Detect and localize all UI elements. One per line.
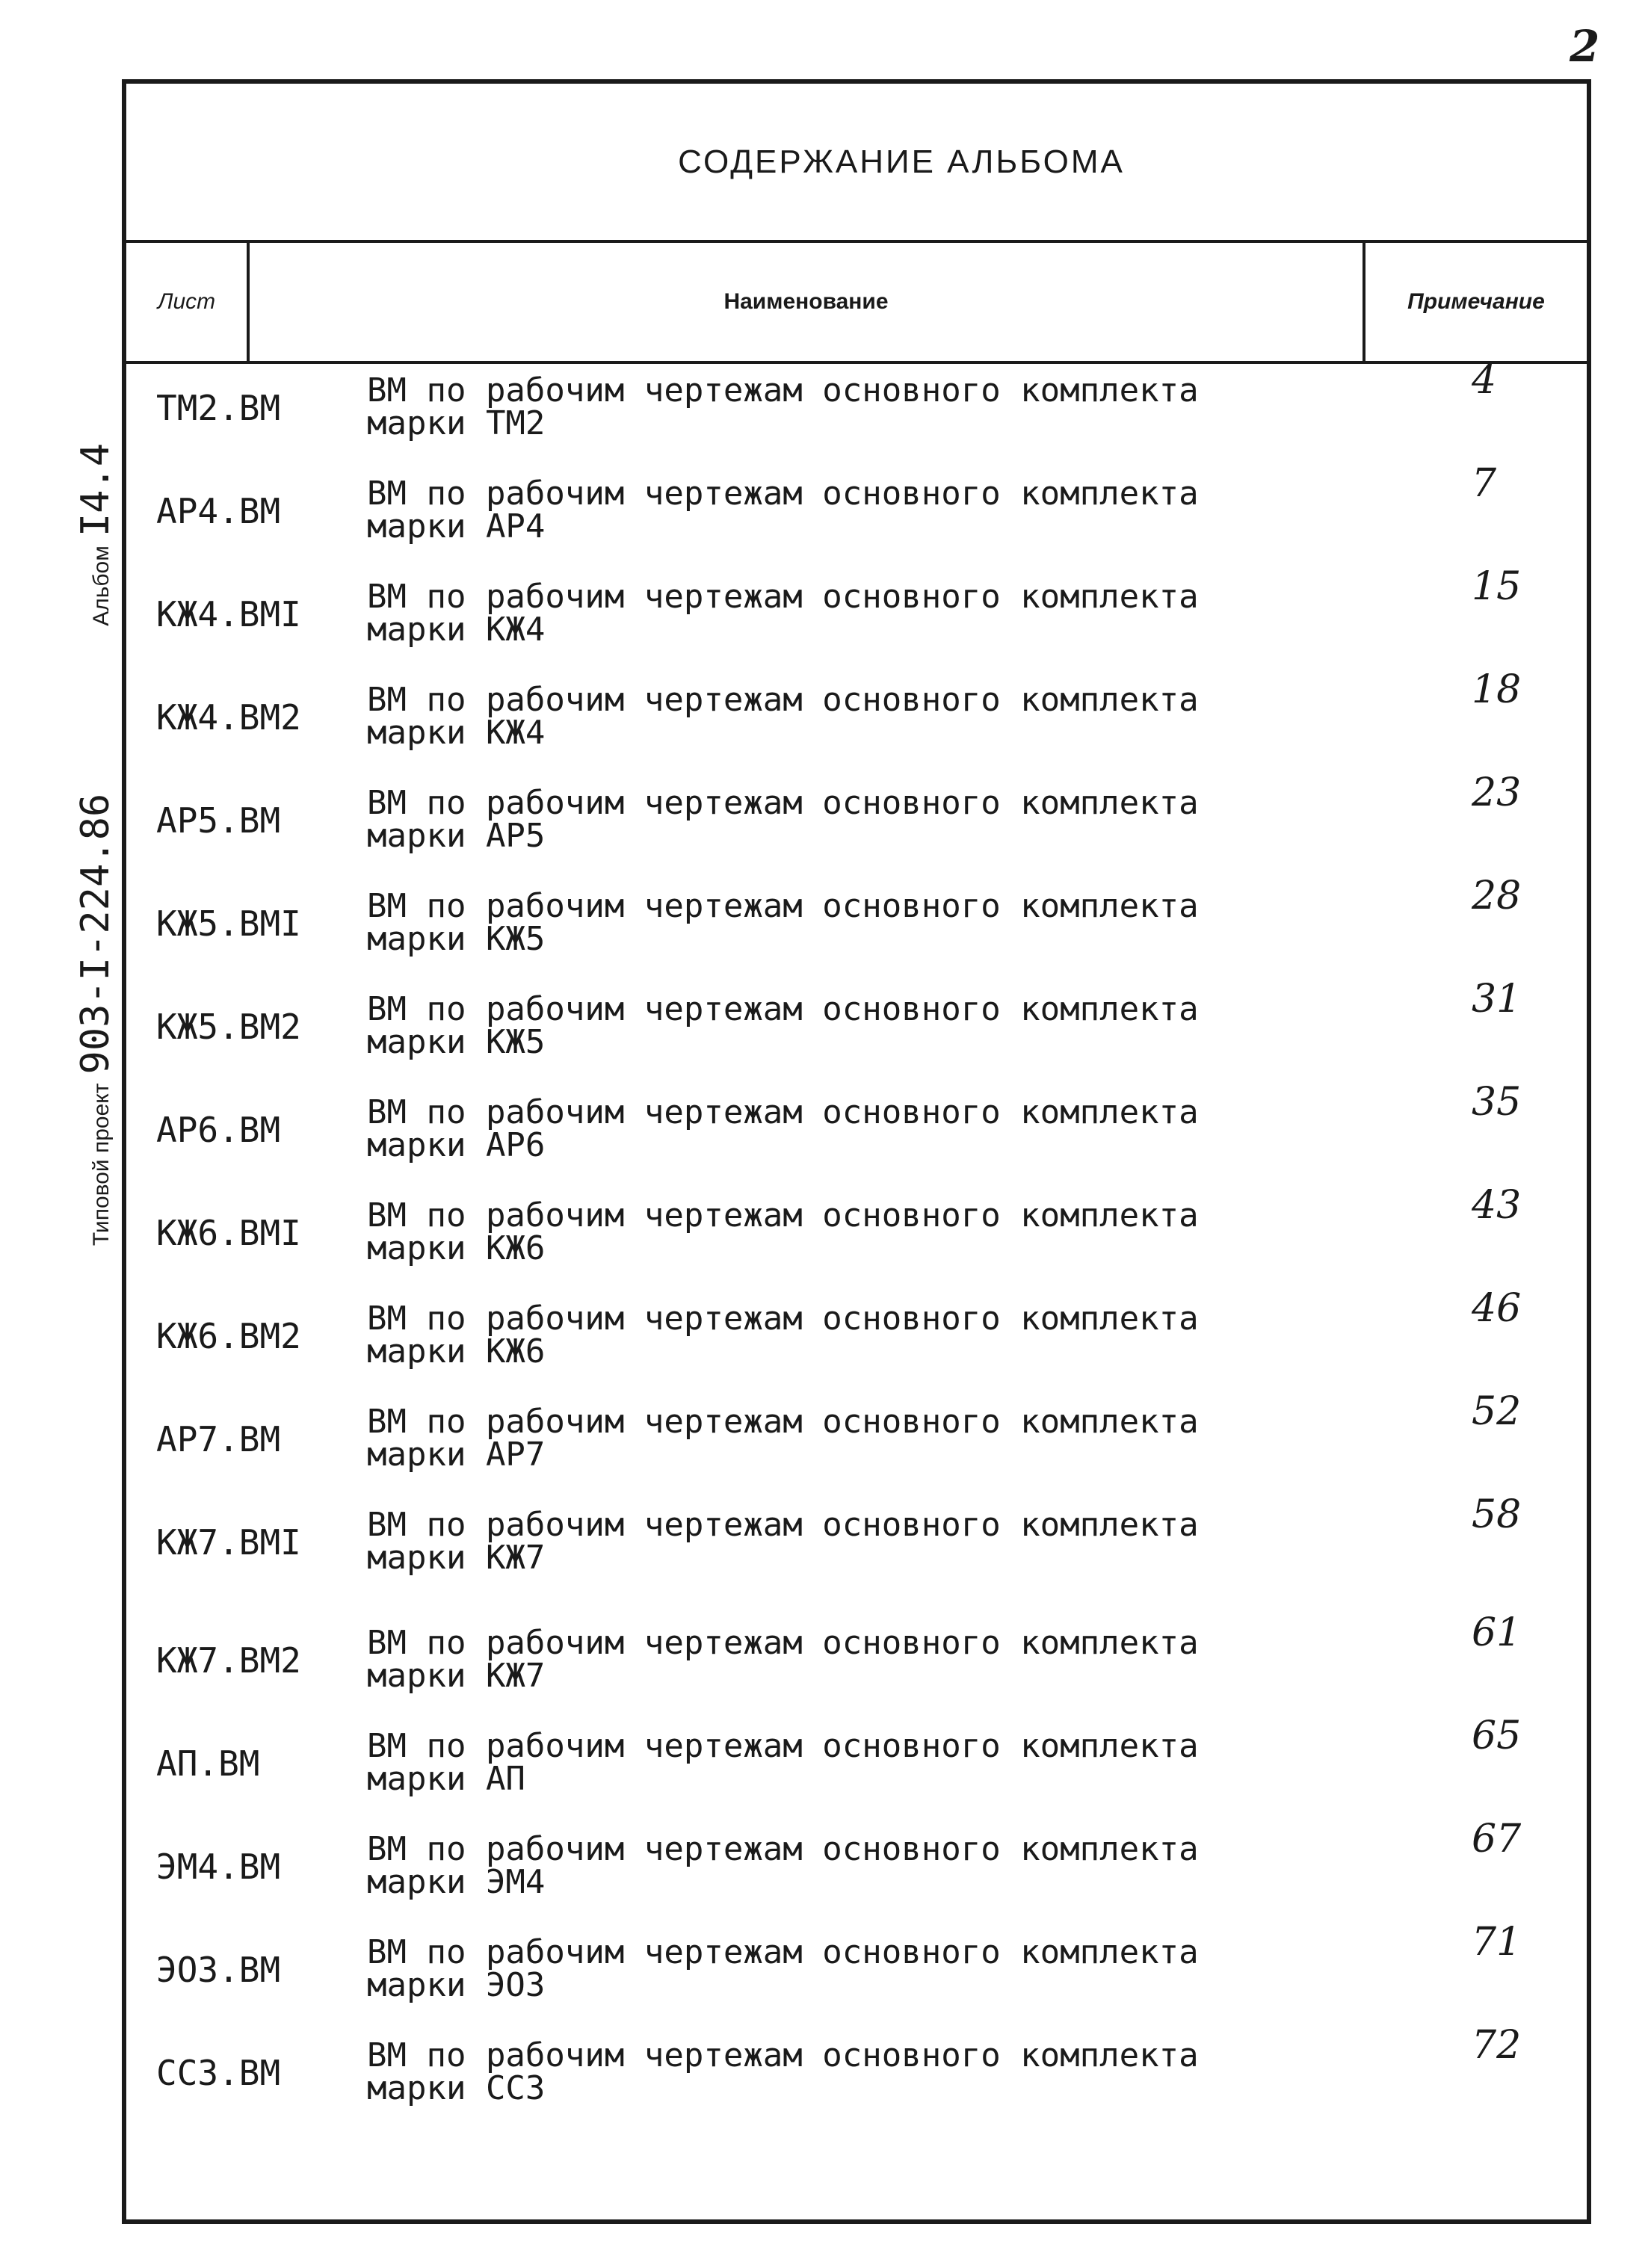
entry-description-line2: марки АР4 xyxy=(367,507,546,546)
list-item xyxy=(126,770,1587,866)
entry-page-number: 67 xyxy=(1472,1817,1522,1861)
entry-page-number: 35 xyxy=(1472,1080,1522,1125)
list-item xyxy=(126,1389,1587,1485)
entry-description-line1: ВМ по рабочим чертежам основного комплекта xyxy=(367,1403,1199,1441)
entry-description xyxy=(367,1506,1199,1578)
entry-page-number: 7 xyxy=(1472,461,1497,506)
column-header-sheet: Лист xyxy=(126,243,250,361)
entry-code: ТМ2.ВМ xyxy=(156,388,281,428)
entry-description-line2: марки ССЗ xyxy=(367,2069,546,2107)
list-item xyxy=(126,874,1587,969)
entry-description xyxy=(367,1624,1199,1696)
entry-description xyxy=(367,1196,1199,1268)
entry-description-line1: ВМ по рабочим чертежам основного комплекта xyxy=(367,1933,1199,1971)
entry-code: АР4.ВМ xyxy=(156,491,281,531)
entry-description-line2: марки КЖ7 xyxy=(367,1539,546,1577)
entry-code: КЖ4.ВМI xyxy=(156,594,301,634)
entry-page-number: 58 xyxy=(1472,1492,1522,1537)
entry-code: КЖ5.ВМI xyxy=(156,903,301,944)
entry-description-line1: ВМ по рабочим чертежам основного комплекта xyxy=(367,371,1199,410)
entry-page-number: 28 xyxy=(1472,874,1522,918)
entry-code: АР6.ВМ xyxy=(156,1110,281,1150)
entry-description-line1: ВМ по рабочим чертежам основного комплекта xyxy=(367,784,1199,822)
entry-description-line1: ВМ по рабочим чертежам основного комплекта xyxy=(367,681,1199,719)
entry-description xyxy=(367,681,1199,753)
list-item xyxy=(126,1183,1587,1279)
entry-page-number: 15 xyxy=(1472,564,1522,609)
entry-description-line1: ВМ по рабочим чертежам основного комплекта xyxy=(367,578,1199,616)
entry-description-line1: ВМ по рабочим чертежам основного комплекта xyxy=(367,887,1199,925)
entry-description-line2: марки ЭОЗ xyxy=(367,1966,546,2004)
entry-description-line1: ВМ по рабочим чертежам основного комплекта xyxy=(367,1196,1199,1235)
entry-description xyxy=(367,2036,1199,2108)
list-item xyxy=(126,1920,1587,2015)
entry-description-line1: ВМ по рабочим чертежам основного комплекта xyxy=(367,1830,1199,1868)
entry-description-line2: марки ЭМ4 xyxy=(367,1863,546,1901)
list-item xyxy=(126,358,1587,454)
entry-description-line2: марки КЖ6 xyxy=(367,1332,546,1371)
entry-page-number: 46 xyxy=(1472,1286,1522,1331)
entry-description-line2: марки ТМ2 xyxy=(367,404,546,442)
entry-description xyxy=(367,784,1199,856)
stamp-project-label: Типовой проект xyxy=(89,1083,114,1246)
list-item xyxy=(126,1610,1587,1706)
entry-description xyxy=(367,371,1199,443)
entry-description xyxy=(367,1727,1199,1799)
entry-page-number: 65 xyxy=(1472,1714,1522,1758)
entry-code: КЖ6.ВМ2 xyxy=(156,1316,301,1356)
entry-description-line1: ВМ по рабочим чертежам основного комплекта xyxy=(367,2036,1199,2074)
list-item xyxy=(126,1714,1587,1809)
entry-description xyxy=(367,887,1199,959)
entry-code: АР7.ВМ xyxy=(156,1419,281,1459)
entry-code: АР5.ВМ xyxy=(156,800,281,841)
entry-description-line2: марки КЖ7 xyxy=(367,1657,546,1695)
entry-description xyxy=(367,1403,1199,1474)
page-number: 2 xyxy=(1570,21,1600,72)
entry-description xyxy=(367,990,1199,1062)
entry-code: ССЗ.ВМ xyxy=(156,2053,281,2093)
entry-description-line1: ВМ по рабочим чертежам основного комплекта xyxy=(367,1624,1199,1662)
entry-code: КЖ4.ВМ2 xyxy=(156,697,301,738)
list-item xyxy=(126,1492,1587,1588)
list-item xyxy=(126,977,1587,1072)
list-item xyxy=(126,1080,1587,1175)
entry-code: КЖ5.ВМ2 xyxy=(156,1007,301,1047)
entry-description xyxy=(367,1093,1199,1165)
entry-description xyxy=(367,1933,1199,2005)
entry-description-line1: ВМ по рабочим чертежам основного комплекта xyxy=(367,1093,1199,1131)
entry-code: АП.ВМ xyxy=(156,1743,260,1784)
entry-description-line2: марки КЖ4 xyxy=(367,714,546,752)
entries-list xyxy=(126,358,1587,2219)
entry-page-number: 43 xyxy=(1472,1183,1522,1228)
entry-description-line2: марки КЖ6 xyxy=(367,1229,546,1267)
entry-description xyxy=(367,1300,1199,1371)
entry-page-number: 61 xyxy=(1472,1610,1522,1655)
entry-page-number: 72 xyxy=(1472,2023,1522,2068)
column-headers xyxy=(126,243,1587,364)
entry-page-number: 52 xyxy=(1472,1389,1522,1434)
list-item xyxy=(126,2023,1587,2119)
entry-description xyxy=(367,1830,1199,1902)
entry-code: КЖ7.ВМI xyxy=(156,1522,301,1563)
document-frame xyxy=(122,79,1591,2224)
entry-description-line2: марки АП xyxy=(367,1760,525,1798)
side-stamp xyxy=(73,443,118,1246)
entry-page-number: 71 xyxy=(1472,1920,1522,1965)
list-item xyxy=(126,564,1587,660)
stamp-album-label: Альбом xyxy=(89,546,114,626)
list-item xyxy=(126,1286,1587,1382)
list-item xyxy=(126,667,1587,763)
entry-description xyxy=(367,578,1199,649)
stamp-album-number: I4.4 xyxy=(73,442,118,537)
entry-description-line1: ВМ по рабочим чертежам основного комплекта xyxy=(367,475,1199,513)
entry-code: ЭМ4.ВМ xyxy=(156,1847,281,1887)
column-header-name: Наименование xyxy=(250,243,1365,361)
entry-page-number: 4 xyxy=(1472,358,1497,403)
entry-page-number: 31 xyxy=(1472,977,1522,1022)
entry-description xyxy=(367,475,1199,546)
entry-description-line2: марки КЖ5 xyxy=(367,1023,546,1061)
entry-code: КЖ6.ВМI xyxy=(156,1213,301,1253)
header xyxy=(126,84,1587,243)
entry-description-line1: ВМ по рабочим чертежам основного комплекта xyxy=(367,1300,1199,1338)
stamp-project-code: 903-I-224.86 xyxy=(73,793,118,1075)
entry-description-line1: ВМ по рабочим чертежам основного комплекта xyxy=(367,990,1199,1028)
entry-page-number: 23 xyxy=(1472,770,1522,815)
page-title: СОДЕРЖАНИЕ АЛЬБОМА xyxy=(678,143,1125,180)
entry-description-line2: марки КЖ4 xyxy=(367,611,546,649)
entry-code: КЖ7.ВМ2 xyxy=(156,1640,301,1681)
entry-code: ЭОЗ.ВМ xyxy=(156,1950,281,1990)
entry-page-number: 18 xyxy=(1472,667,1522,712)
entry-description-line1: ВМ по рабочим чертежам основного комплекта xyxy=(367,1506,1199,1544)
entry-description-line2: марки АР6 xyxy=(367,1126,546,1164)
list-item xyxy=(126,1817,1587,1912)
entry-description-line2: марки АР7 xyxy=(367,1436,546,1474)
column-header-note: Примечание xyxy=(1407,289,1545,314)
entry-description-line1: ВМ по рабочим чертежам основного комплекта xyxy=(367,1727,1199,1765)
list-item xyxy=(126,461,1587,557)
entry-description-line2: марки АР5 xyxy=(367,817,546,855)
entry-description-line2: марки КЖ5 xyxy=(367,920,546,958)
